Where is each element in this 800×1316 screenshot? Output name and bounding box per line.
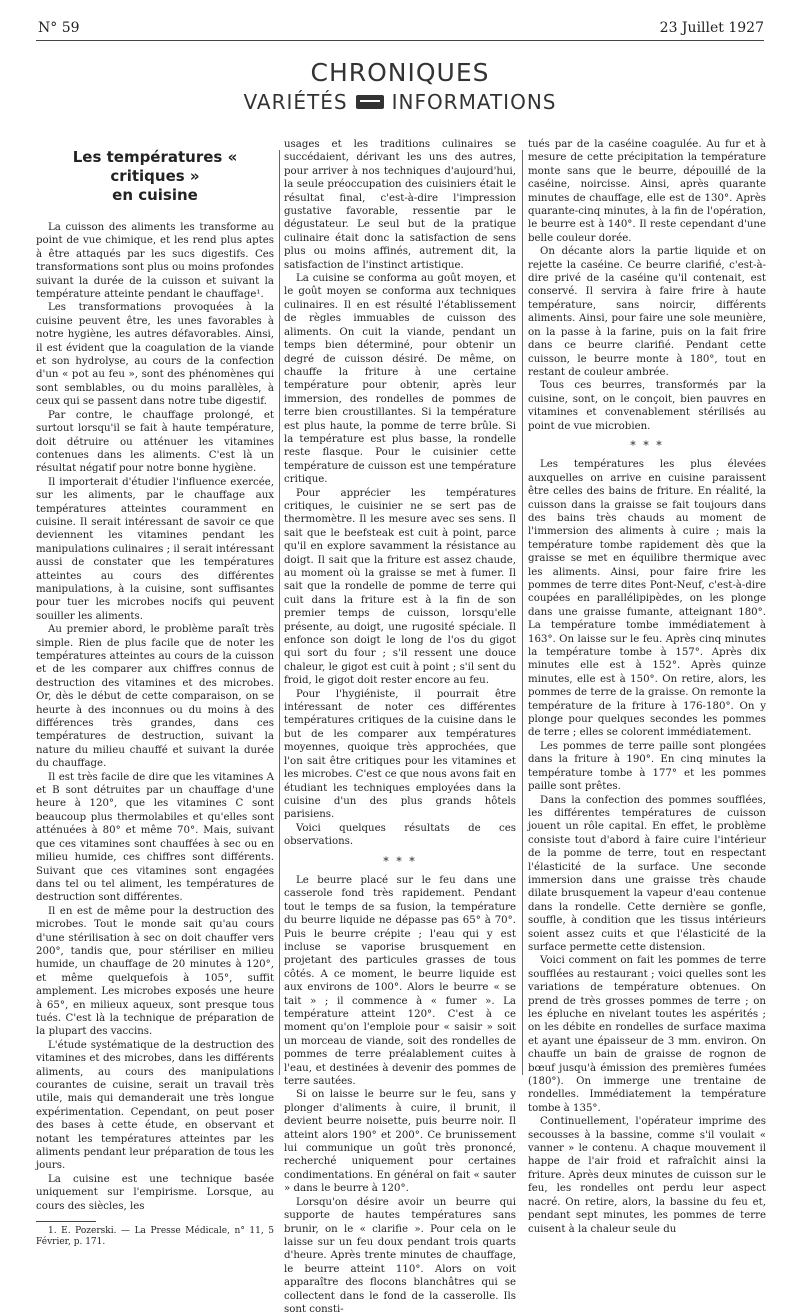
paragraph: Voici comment on fait les pommes de terre soufflées au restaurant ; voici quelles sont les variations de température obtenues. On prend de très grosses pommes de terre ; on les épluche en nivelant toutes les aspérités ; on les débite en rondelles de surface maxima et ayant une épaisseur de 3 mm. environ. On chauffe un bain de graisse de rognon de bœuf jusqu'à émission des premières fumées (180°). On immerge une trentaine de rondelles. Immédiatement la température tombe à 135°.: [528, 955, 766, 1114]
paragraph: Il importerait d'étudier l'influence exercée, sur les aliments, par le chauffage aux températures atteintes couramment en cuisine. Il serait intéressant de savoir ce que deviennent les vitamines pendant les manipulations culinaires ; il serait intéressant aussi de constater que les températures atteintes au cours des différentes manipulations, à la cuisine, sont suffisantes pour tuer les microbes nocifs qui peuvent souiller les aliments.: [36, 476, 274, 622]
paragraph: La cuisine se conforma au goût moyen, et le goût moyen se conforma aux techniques culinaires. Il en est résulté l'établissement de règles immuables de cuisson des aliments. On cuit la viande, pendant un temps bien déterminé, pour obtenir un degré de cuisson désiré. De même, on chauffe la friture à une certaine température pour obtenir, après leur immersion, des rondelles de pommes de terre bien croustillantes. Si la température est plus haute, la pomme de terre brûle. Si la température est plus basse, la rondelle reste flasque. Pour le cuisinier cette température de cuisson est une température critique.: [284, 273, 516, 486]
masthead-left: VARIÉTÉS: [243, 90, 348, 114]
paragraph: Dans la confection des pommes soufflées, les différentes températures de cuisson jouent un rôle capital. En effet, le problème consiste tout d'abord à faire cuire l'intérieur de la pomme de terre, tout en respectant l'élasticité de la surface. Une seconde immersion dans une graisse très chaude dilate brusquement la vapeur d'eau contenue dans la rondelle. Cette dernière se gonfle, souffle, à condition que les tissus intérieurs soient assez cuits et que l'élasticité de la surface permette cette distension.: [528, 794, 766, 953]
column-3-body-top: [528, 138, 766, 433]
column-divider: [522, 150, 523, 1075]
header-rule: [36, 40, 764, 41]
article-title-line1: Les températures « critiques »: [72, 148, 238, 185]
paragraph: Au premier abord, le problème paraît très simple. Rien de plus facile que de noter les températures atteintes au cours de la cuisson et de les comparer aux chiffres connus de destruction des vitamines et des microbes. Or, dès le début de cette comparaison, on se heurte à des inconnues ou du moins à des différences très grandes, dans ces températures de destruction, suivant la nature du milieu chauffé et suivant la durée du chauffage.: [36, 624, 274, 770]
paragraph: Il est très facile de dire que les vitamines A et B sont détruites par un chauffage d'une heure à 120°, que les vitamines C sont beaucoup plus thermolabiles et qu'elles sont atténuées à 80° et même 70°. Mais, suivant que ces vitamines sont chauffées à sec ou en milieu humide, ces chiffres sont différents. Suivant que ces vitamines sont engagées dans tel ou tel aliment, les températures de destruction sont différentes.: [36, 771, 274, 904]
column-1: [36, 138, 274, 1248]
paragraph: Voici quelques résultats de ces observations.: [284, 822, 516, 848]
masthead-emblem-icon: [356, 95, 384, 109]
paragraph: Pour l'hygiéniste, il pourrait être intéressant de noter ces différentes températures critiques de la cuisine dans le but de les comparer aux températures moyennes, quoique très approchées, que l'on sait être critiques pour les vitamines et les microbes. C'est ce que nous avons fait en étudiant les techniques employées dans la cuisine d'un des plus grands hôtels parisiens.: [284, 688, 516, 821]
masthead-subtitle: [0, 90, 800, 114]
article-title-line2: en cuisine: [112, 186, 198, 204]
masthead-title: CHRONIQUES: [310, 58, 490, 87]
paragraph: Par contre, le chauffage prolongé, et surtout lorsqu'il se fait à haute température, doit détruire ou atténuer les vitamines contenues dans les aliments. C'est là un résultat négatif pour notre bonne hygiène.: [36, 409, 274, 475]
column-divider: [279, 150, 280, 1075]
paragraph: tués par de la caséine coagulée. Au fur et à mesure de cette précipitation la température monte sans que le beurre, dépouillé de la caséine, noircisse. Ainsi, après quarante minutes de chauffage, elle est de 130°. Après quarante-cinq minutes, à la fin de l'opération, le beurre est à 140°. Il reste cependant d'une belle couleur dorée.: [528, 139, 766, 244]
article-title: [36, 148, 274, 205]
paragraph: usages et les traditions culinaires se succédaient, dérivant les uns des autres, pour arriver à nos techniques d'aujourd'hui, la seule préoccupation des cuisiniers était le résultat final, c'est-à-dire l'impression gustative favorable, ressentie par le dégustateur. Le seul but de la pratique culinaire était donc la satisfaction de sens plus ou moins affinés, autrement dit, la satisfaction de l'instinct artistique.: [284, 139, 516, 271]
paragraph: Si on laisse le beurre sur le feu, sans y plonger d'aliments à cuire, il brunit, il devient beurre noisette, puis beurre noir. Il atteint alors 190° et 200°. Ce brunissement lui communique un goût très prononcé, recherché uniquement pour certaines condimentations. En général on fait « sauter » dans le beurre à 120°.: [284, 1089, 516, 1195]
column-3: [528, 138, 766, 1235]
paragraph: Il en est de même pour la destruction des microbes. Tout le monde sait qu'au cours d'une stérilisation à sec on doit chauffer vers 200°, tandis que, pour stériliser en milieu humide, un chauffage de 20 minutes à 120°, et même quelquefois à 105°, suffit amplement. Les microbes exposés une heure à 65°, en milieux aqueux, sont presque tous tués. C'est là la technique de préparation de la plupart des vaccins.: [36, 905, 274, 1038]
paragraph: Tous ces beurres, transformés par la cuisine, sont, on le conçoit, bien pauvres en vitamines et convenablement stérilisés au point de vue microbien.: [528, 380, 766, 432]
column-1-body: [36, 221, 274, 1213]
section-separator: * * *: [383, 854, 417, 868]
paragraph: Les pommes de terre paille sont plongées dans la friture à 190°. En cinq minutes la température tombe à 177° et les pommes paille sont prêtes.: [528, 740, 766, 793]
section-separator: * * *: [630, 438, 664, 452]
paragraph: La cuisson des aliments les transforme au point de vue chimique, et les rend plus aptes à être attaqués par les sucs digestifs. Ces transformations sont plus ou moins profondes suivant la durée de la cuisson et suivant la température atteinte pendant le chauffage¹.: [36, 222, 274, 301]
paragraph: Les températures les plus élevées auxquelles on arrive en cuisine paraissent être celles des bains de friture. En réalité, la cuisson dans la graisse se fait toujours dans des bains très chauds au moment de l'immersion des aliments à cuire ; mais la température tombe rapidement dès que la graisse se met en équilibre thermique avec les aliments. Ainsi, pour faire frire les pommes de terre dites Pont-Neuf, c'est-à-dire coupées en parallélipipèdes, on les plonge dans une graisse fumante, atteignant 180°. La température tombe immédiatement à 163°. On laisse sur le feu. Après cinq minutes la température tombe à 157°. Après dix minutes elle est à 152°. Après quinze minutes, elle est à 150°. On retire, alors, les pommes de terre de la graisse. On remonte la température de la friture à 176-180°. On y plonge pour quelques secondes les pommes de terre ; elles se colorent immédiatement.: [528, 459, 766, 739]
paragraph: Pour apprécier les températures critiques, le cuisinier ne se sert pas de thermomètre. Il les mesure avec ses sens. Il sait que le beefsteak est cuit à point, parce qu'il en explore savamment la résistance au doigt. Il sait que la friture est assez chaude, au moment où la graisse se met à fumer. Il sait que la rondelle de pomme de terre qui cuit dans la friture est à la fin de son premier temps de cuisson, lorsqu'elle présente, au doigt, une rugosité spéciale. Il enfonce son doigt le long de l'os du gigot qui sort du four ; s'il ressent une douce chaleur, le gigot est cuit à point ; s'il sent du froid, le gigot doit rester encore au feu.: [284, 487, 516, 687]
paragraph: On décante alors la partie liquide et on rejette la caséine. Ce beurre clarifié, c'est-à-dire privé de la caséine qu'il contenait, est conservé. Il servira à faire frire à haute température, sans noircir, différents aliments. Ainsi, pour faire une sole meunière, on la passe à la farine, puis on la fait frire dans ce beurre clarifié. Pendant cette cuisson, le beurre monte à 180°, tout en restant de couleur ambrée.: [528, 246, 766, 378]
footnote: 1. E. Pozerski. — La Presse Médicale, n° 11, 5 Février, p. 171.: [36, 1226, 274, 1248]
column-3-body-bottom: [528, 458, 766, 1236]
issue-date: 23 Juillet 1927: [659, 20, 764, 36]
masthead-right: INFORMATIONS: [391, 90, 557, 114]
paragraph: La cuisine est une technique basée uniquement sur l'empirisme. Lorsque, au cours des siècles, les: [36, 1173, 274, 1212]
paragraph: L'étude systématique de la destruction des vitamines et des microbes, dans les différents aliments, au cours des manipulations courantes de cuisine, serait un travail très utile, mais qui demanderait une très longue expérimentation. Cependant, on peut poser des bases à cette étude, en observant et notant les températures atteintes par les aliments pendant leur préparation de tous les jours.: [36, 1039, 274, 1172]
column-2-body-bottom: [284, 874, 516, 1316]
paragraph: Les transformations provoquées à la cuisine peuvent être, les unes favorables à notre hygiène, les autres défavorables. Ainsi, il est évident que la coagulation de la viande et son hydrolyse, au cours de la confection d'un « pot au feu », sont des phénomènes qui sont semblables, ou du moins parallèles, à ceux qui se passent dans notre tube digestif.: [36, 302, 274, 408]
paragraph: Continuellement, l'opérateur imprime des secousses à la bassine, comme s'il voulait « vanner » le contenu. A chaque mouvement il happe de l'air froid et rafraîchit ainsi la friture. Après deux minutes de cuisson sur le feu, les rondelles ont perdu leur aspect nacré. On retire, alors, la bassine du feu et, pendant sept minutes, les pommes de terre cuisent à la chaleur seule du: [528, 1116, 766, 1235]
paragraph: Lorsqu'on désire avoir un beurre qui supporte de hautes températures sans brunir, on le « clarifie ». Pour cela on le laisse sur un feu doux pendant trois quarts d'heure. Après trente minutes de chauffage, le beurre atteint 110°. Alors on voit apparaître des flocons blanchâtres qui se collectent dans le fond de la casserolle. Ils sont consti-: [284, 1196, 516, 1315]
issue-number: N° 59: [38, 20, 80, 36]
footnote-rule: [36, 1221, 96, 1222]
column-2-body-top: [284, 138, 516, 849]
column-2: [284, 138, 516, 1315]
paragraph: Le beurre placé sur le feu dans une casserole fond très rapidement. Pendant tout le temps de sa fusion, la température du beurre liquide ne dépasse pas 65° à 70°. Puis le beurre crépite ; l'eau qui y est incluse se vaporise brusquement en projetant des particules grasses de tous côtés. A ce moment, le beurre liquide est aux environs de 100°. Alors le beurre « se tait » ; il commence à « fumer ». La température atteint 120°. C'est à ce moment qu'on l'emploie pour « saisir » soit un morceau de viande, soit des rondelles de pommes de terre préalablement cuites à l'eau, et destinées à devenir des pommes de terre sautées.: [284, 874, 516, 1088]
